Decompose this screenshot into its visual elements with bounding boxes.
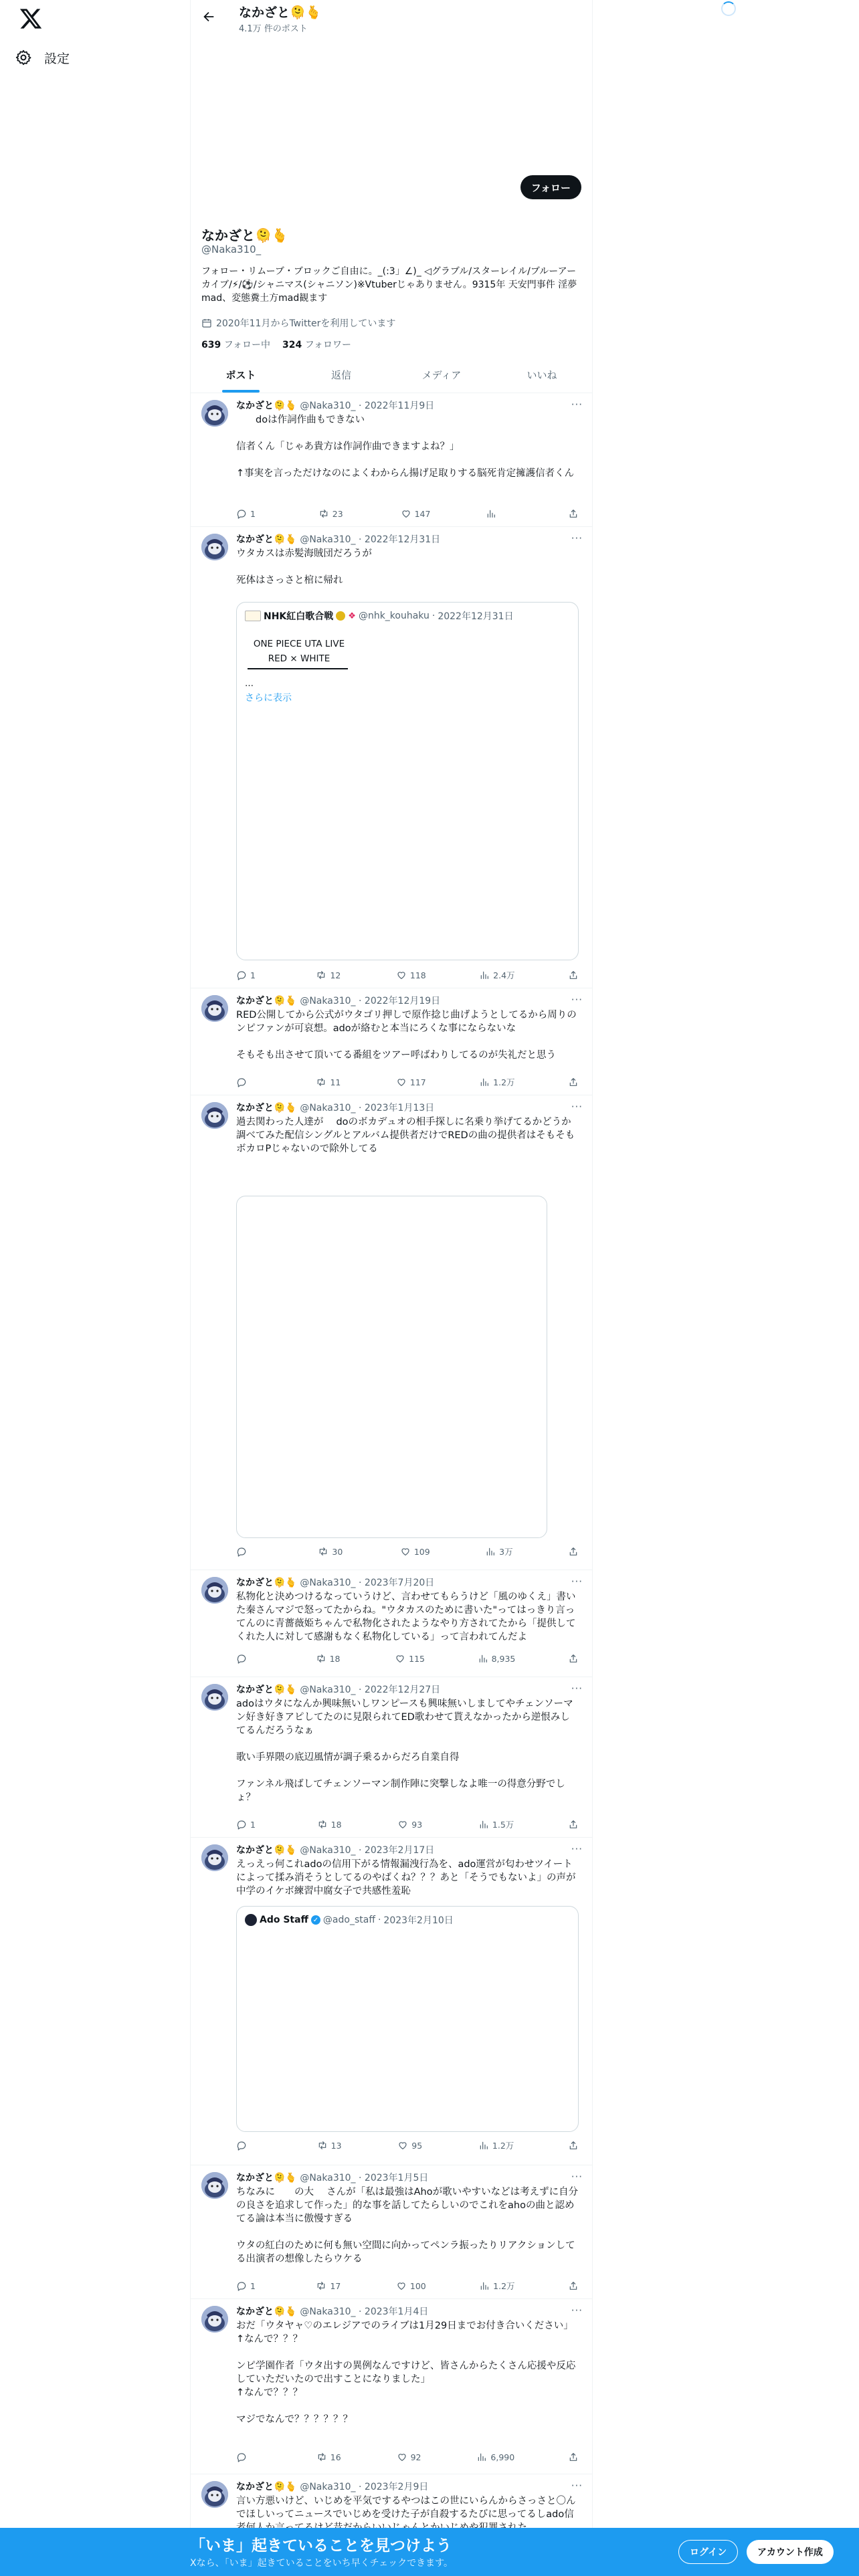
- tweet-header: なかざと🫠🫰 @Naka310_ · 2023年7月20日: [236, 1578, 435, 1588]
- share-icon: [568, 2140, 579, 2151]
- quote-tweet[interactable]: [236, 602, 579, 960]
- more-options-icon[interactable]: ···: [571, 2480, 583, 2492]
- retweet-icon: [316, 2452, 327, 2462]
- views-button[interactable]: [479, 968, 514, 982]
- x-logo-icon[interactable]: [19, 7, 43, 31]
- tab-replies[interactable]: 返信: [330, 369, 351, 381]
- profile-name: なかざと🫠🫰: [201, 227, 288, 243]
- tweet-date[interactable]: 2022年11月9日: [364, 401, 435, 411]
- views-button[interactable]: [479, 2279, 514, 2292]
- profile-tabs: [191, 357, 592, 393]
- header-post-count: 4.1万 件のポスト: [239, 24, 308, 34]
- retweet-count: 18: [329, 1653, 341, 1664]
- views-count: 1.2万: [492, 2141, 514, 2151]
- avatar-image-icon: [201, 1844, 228, 1871]
- avatar-image-icon: [201, 400, 228, 427]
- retweet-icon: [317, 2140, 328, 2151]
- tweet-header: なかざと🫠🫰 @Naka310_ · 2022年12月19日: [236, 996, 441, 1006]
- following-link[interactable]: [201, 338, 270, 351]
- tweet-author-handle[interactable]: @Naka310_: [300, 2482, 356, 2492]
- tweet-author-name[interactable]: なかざと🫠🫰: [236, 2306, 297, 2317]
- retweet-button[interactable]: [318, 507, 345, 520]
- tweet-text: 言い方悪いけど、いじめを平気でするやつはこの世にいらんからさっさと〇んでほしいってニュースでいじめを受けた子が自殺するたびに思ってるしado信: [236, 2496, 576, 2520]
- avatar[interactable]: [201, 1684, 228, 1711]
- tweet-author-name[interactable]: なかざと🫠🫰: [236, 401, 297, 411]
- like-count: 109: [413, 1546, 430, 1557]
- views-chart-icon: [485, 1546, 496, 1557]
- like-button[interactable]: [400, 1545, 430, 1558]
- views-chart-icon: [478, 1653, 488, 1664]
- retweet-count: 30: [332, 1546, 343, 1557]
- reply-button[interactable]: [236, 2139, 263, 2152]
- tweet-actions: [236, 2450, 579, 2464]
- tweet[interactable]: [191, 393, 592, 527]
- tweet-author-handle[interactable]: @Naka310_: [300, 1845, 356, 1856]
- retweet-icon: [318, 508, 329, 519]
- like-button[interactable]: [397, 1818, 424, 1831]
- profile-joined: [201, 316, 395, 330]
- tweet-image[interactable]: [236, 1196, 547, 1538]
- tweet-date[interactable]: 2022年12月27日: [364, 1685, 441, 1695]
- tweet-date[interactable]: 2023年7月20日: [364, 1578, 435, 1588]
- tweet-text: ウタカスは赤髪海賊団だろうが 死体はさっさと棺に帰れ: [236, 548, 372, 586]
- tweet-date[interactable]: 2022年12月19日: [364, 996, 441, 1006]
- tweet-author-name[interactable]: なかざと🫠🫰: [236, 1578, 297, 1588]
- heart-icon: [397, 2452, 407, 2462]
- share-icon: [568, 1653, 579, 1664]
- avatar-image-icon: [201, 2481, 228, 2508]
- retweet-icon: [316, 1077, 326, 1087]
- tweet-header: なかざと🫠🫰 @Naka310_ · 2022年12月27日: [236, 1685, 441, 1695]
- heart-icon: [395, 1653, 405, 1664]
- settings-link[interactable]: [15, 44, 70, 71]
- reply-button[interactable]: [236, 1075, 263, 1089]
- share-button[interactable]: [568, 968, 579, 982]
- reply-count: 1: [250, 970, 256, 980]
- signup-banner-title: 「いま」起きていることを見つけよう: [190, 2537, 452, 2555]
- like-count: 147: [414, 508, 431, 519]
- views-button[interactable]: [479, 1075, 514, 1089]
- tweet-text: 過去関わった人達が doのボカデュオの相手探しに名乗り挙げてるかどうか調べてみた配信シングルとアルバム提供者だけでREDの曲の提供者はそもそもボカロPじゃないので除外してる: [236, 1117, 575, 1154]
- tweet-actions: [236, 1652, 579, 1665]
- reply-icon: [236, 1819, 247, 1830]
- signup-banner-subtitle: Xなら、「いま」起きていることをいち早くチェックできます。: [190, 2558, 454, 2569]
- tweet-header: なかざと🫠🫰 @Naka310_ · 2023年1月4日: [236, 2306, 429, 2317]
- tweet-author-name[interactable]: なかざと🫠🫰: [236, 2173, 297, 2183]
- quote-tweet[interactable]: [236, 1906, 579, 2132]
- quote-author-name[interactable]: Ado Staff: [260, 1915, 308, 1925]
- heart-icon: [396, 970, 407, 980]
- tab-media[interactable]: メディア: [421, 369, 462, 381]
- tab-posts[interactable]: ポスト: [191, 357, 291, 393]
- share-icon: [568, 508, 579, 519]
- tweet-actions: [236, 2139, 579, 2152]
- avatar-image-icon: [201, 534, 228, 560]
- share-button[interactable]: [568, 1652, 579, 1665]
- retweet-button[interactable]: [316, 968, 343, 982]
- tweet-author-handle[interactable]: @Naka310_: [300, 2173, 356, 2183]
- reply-button[interactable]: [236, 968, 263, 982]
- more-options-icon[interactable]: ···: [571, 1101, 583, 1113]
- retweet-button[interactable]: [316, 1075, 343, 1089]
- tweet-text: おだ「ウタヤャ♡のエレジアでのライブは1月29日までお付き合いください」 ↑なんで？？？ ンピ学園作者「ウタ出すの異例なんですけど、皆さんからたくさん応援や反応していただいたので出すことになりました」 ↑なんで？？？ マジでなんで？？？？？？: [236, 2321, 576, 2425]
- quote-ellipsis: …: [245, 679, 254, 689]
- back-arrow-icon[interactable]: [201, 9, 216, 24]
- tweet[interactable]: [191, 1677, 592, 1838]
- avatar-image-icon: [201, 995, 228, 1022]
- share-icon: [568, 1077, 579, 1087]
- avatar[interactable]: [201, 400, 228, 427]
- avatar[interactable]: [201, 534, 228, 560]
- more-options-icon[interactable]: ···: [571, 1683, 583, 1695]
- quote-divider: [248, 668, 348, 669]
- views-count: 2.4万: [493, 970, 515, 980]
- retweet-button[interactable]: [316, 2450, 343, 2464]
- tweet-date[interactable]: 2022年12月31日: [364, 534, 441, 545]
- like-count: 115: [409, 1653, 425, 1664]
- loading-spinner-icon: [721, 1, 736, 16]
- quote-header: Ado Staff ✓ @ado_staff · 2023年2月10日: [245, 1913, 454, 1927]
- reply-icon: [236, 2140, 247, 2151]
- like-button[interactable]: [397, 2139, 424, 2152]
- views-chart-icon: [479, 2280, 490, 2291]
- views-button[interactable]: [485, 1545, 512, 1558]
- reply-button[interactable]: [236, 2450, 263, 2464]
- like-count: 100: [409, 2280, 426, 2291]
- tweet-author-handle[interactable]: @Naka310_: [300, 2306, 356, 2317]
- tweet-date[interactable]: 2023年1月5日: [364, 2173, 429, 2183]
- tweet[interactable]: [191, 988, 592, 1095]
- more-options-icon[interactable]: ···: [571, 994, 583, 1006]
- share-button[interactable]: [568, 2279, 579, 2292]
- gear-icon: [15, 49, 32, 66]
- heart-icon: [400, 1546, 411, 1557]
- avatar-image-icon: [201, 1102, 228, 1129]
- tweet-text: RED公開してから公式がウタゴリ押しで原作捻じ曲げようとしてるから周りのンピファンが可哀想。adoが絡むと本当にろくな事にならないな そもそも出させて頂いてる番組をツアー呼ばわりしてるのが失礼だと思う: [236, 1010, 577, 1061]
- reply-icon: [236, 2280, 247, 2291]
- reply-icon: [236, 1077, 247, 1087]
- show-more-link[interactable]: さらに表示: [245, 693, 292, 704]
- retweet-button[interactable]: [317, 2139, 344, 2152]
- like-button[interactable]: [401, 507, 431, 520]
- retweet-count: 23: [332, 508, 343, 519]
- quote-line-1: ONE PIECE UTA LIVE: [253, 639, 345, 649]
- share-icon: [568, 970, 579, 980]
- main-column: [190, 0, 593, 2576]
- reply-icon: [236, 508, 247, 519]
- followers-label: フォロワー: [304, 340, 351, 350]
- reply-button[interactable]: [236, 1818, 263, 1831]
- tweet-actions: [236, 1545, 579, 1558]
- quote-author-handle[interactable]: @nhk_kouhaku: [358, 611, 430, 621]
- retweet-icon: [316, 2280, 326, 2291]
- retweet-count: 12: [330, 970, 341, 980]
- more-options-icon[interactable]: ···: [571, 2171, 583, 2183]
- views-button[interactable]: [486, 507, 512, 520]
- share-button[interactable]: [568, 2450, 579, 2464]
- retweet-button[interactable]: [318, 1545, 345, 1558]
- signup-banner: [0, 2528, 859, 2576]
- retweet-count: 16: [330, 2452, 341, 2462]
- tweet-actions: [236, 1818, 579, 1831]
- retweet-icon: [317, 1819, 328, 1830]
- tweet-header: なかざと🫠🫰 @Naka310_ · 2022年11月9日: [236, 401, 435, 411]
- views-button[interactable]: [478, 2139, 514, 2152]
- avatar-image-icon: [201, 1684, 228, 1711]
- views-button[interactable]: [478, 1818, 514, 1831]
- quote-line-2: RED × WHITE: [268, 653, 330, 664]
- retweet-button[interactable]: [316, 1652, 343, 1665]
- more-options-icon[interactable]: ···: [571, 1843, 583, 1855]
- like-button[interactable]: [396, 968, 426, 982]
- tweet-author-name[interactable]: なかざと🫠🫰: [236, 996, 297, 1006]
- quote-header: NHK紅白歌合戦 ❖ @nhk_kouhaku · 2022年12月31日: [245, 609, 514, 623]
- avatar[interactable]: [201, 1844, 228, 1871]
- more-options-icon[interactable]: ···: [571, 1576, 583, 1588]
- quote-author-name[interactable]: NHK紅白歌合戦: [264, 611, 334, 622]
- views-chart-icon: [478, 1819, 489, 1830]
- followers-count: 324: [282, 340, 302, 350]
- views-count: 1.2万: [493, 1077, 515, 1087]
- tweet[interactable]: [191, 1095, 592, 1570]
- share-button[interactable]: [568, 1075, 579, 1089]
- retweet-icon: [316, 1653, 326, 1664]
- like-button[interactable]: [396, 2279, 426, 2292]
- profile-banner: [191, 35, 592, 169]
- share-button[interactable]: [568, 1818, 579, 1831]
- tweet-author-name[interactable]: なかざと🫠🫰: [236, 2482, 297, 2492]
- tweet-date[interactable]: 2023年2月17日: [364, 1845, 435, 1856]
- tweet[interactable]: [191, 527, 592, 988]
- tweet-header: なかざと🫠🫰 @Naka310_ · 2023年2月17日: [236, 1845, 435, 1856]
- tweet-date[interactable]: 2023年1月4日: [364, 2306, 429, 2317]
- tweet-actions: [236, 1075, 579, 1089]
- retweet-count: 11: [330, 1077, 341, 1087]
- share-icon: [568, 1819, 579, 1830]
- tweet-actions: [236, 2279, 579, 2292]
- retweet-count: 17: [330, 2280, 341, 2291]
- tweet-author-name[interactable]: なかざと🫠🫰: [236, 1685, 297, 1695]
- like-button[interactable]: [396, 1075, 426, 1089]
- views-chart-icon: [479, 1077, 490, 1087]
- heart-icon: [397, 2140, 408, 2151]
- verified-badge-icon: [336, 611, 345, 621]
- views-chart-icon: [486, 508, 496, 519]
- ado-avatar-icon: [245, 1914, 257, 1926]
- tweet-author-name[interactable]: なかざと🫠🫰: [236, 534, 297, 545]
- verified-badge-icon: ✓: [311, 1915, 320, 1925]
- profile-follow-stats: [201, 338, 351, 351]
- tweet-text: 私物化と決めつけるなっていうけど、言わせてもらうけど「風のゆくえ」書いた秦さんマジで怒ってたからね。"ウタカスのために書いた"ってはっきり言ってんのに青薔薇姫ちゃんで私物化されたようなやり方されてたから「提供してくれた人に対して感謝もなく私物化している」って言われてんだよ: [236, 1592, 576, 1642]
- tweet-author-handle[interactable]: @Naka310_: [300, 1103, 356, 1113]
- tweet-author-handle[interactable]: @Naka310_: [300, 996, 356, 1006]
- reply-count: 1: [250, 1819, 256, 1830]
- tweet[interactable]: [191, 2299, 592, 2474]
- views-count: 3万: [499, 1547, 513, 1557]
- tweet-header: なかざと🫠🫰 @Naka310_ · 2023年2月9日: [236, 2482, 429, 2492]
- avatar[interactable]: [201, 2306, 228, 2333]
- retweet-button[interactable]: [316, 2279, 343, 2292]
- tweet-text: doは作詞作曲もできない 信者くん「じゃあ貴方は作詞作曲できますよね？」 ↑事実を言っただけなのによくわからん揚げ足取りする脳死肯定擁護信者くん: [236, 415, 575, 479]
- avatar-image-icon: [201, 2306, 228, 2333]
- heart-icon: [396, 2280, 407, 2291]
- views-chart-icon: [478, 2140, 489, 2151]
- reply-icon: [236, 1546, 247, 1557]
- follow-button[interactable]: フォロー: [520, 175, 581, 199]
- tweet[interactable]: [191, 2165, 592, 2299]
- tweet-author-handle[interactable]: @Naka310_: [300, 534, 356, 545]
- tweet-text: えっえっ何これadoの信用下がる情報漏洩行為を、ado運営が匂わせツイートによって揉み消そうとしてるのやばくね？？？あと「そうでもないよ」の声が中学のイケボ練習中腐女子で共感性羞恥: [236, 1859, 576, 1897]
- share-icon: [568, 2452, 579, 2462]
- calendar-icon: [201, 318, 212, 328]
- avatar[interactable]: [201, 1577, 228, 1604]
- tweet-text: adoはウタになんか興味無いしワンピースも興味無いしましてやチェンソーマン好き好きアピしてたのに見限られてED歌わせて貰えなかったから逆恨みしてるんだろうなぁ 歌い手界隈の底辺風情が調子乗るからだろ自業自得 ファンネル飛ばしてチェンソーマン制作陣に突撃しなよ唯一の得意分野でしょ？: [236, 1699, 573, 1803]
- reply-icon: [236, 2452, 247, 2462]
- avatar[interactable]: [201, 1102, 228, 1129]
- heart-icon: [401, 508, 411, 519]
- views-count: 1.2万: [493, 2281, 515, 2291]
- retweet-count: 18: [330, 1819, 342, 1830]
- reply-count: 1: [250, 2280, 256, 2291]
- red-emblem-icon: ❖: [348, 611, 356, 621]
- retweet-icon: [318, 1546, 328, 1557]
- tweet-date[interactable]: 2023年2月9日: [364, 2482, 429, 2492]
- tweet-author-name[interactable]: なかざと🫠🫰: [236, 1103, 297, 1113]
- like-count: 118: [409, 970, 426, 980]
- tweet-author-handle[interactable]: @Naka310_: [300, 401, 356, 411]
- share-icon: [568, 1546, 579, 1557]
- quote-date: 2022年12月31日: [438, 611, 514, 622]
- header-name: なかざと🫠🫰: [239, 5, 322, 20]
- avatar-image-icon: [201, 2172, 228, 2199]
- views-button[interactable]: [478, 1652, 516, 1665]
- share-button[interactable]: [568, 1545, 579, 1558]
- create-account-button[interactable]: アカウント作成: [747, 2540, 834, 2564]
- avatar[interactable]: [201, 2481, 228, 2508]
- avatar-image-icon: [201, 1577, 228, 1604]
- reply-button[interactable]: [236, 1652, 263, 1665]
- tweet-author-name[interactable]: なかざと🫠🫰: [236, 1845, 297, 1856]
- like-count: 92: [410, 2452, 421, 2462]
- retweet-count: 13: [330, 2140, 342, 2151]
- avatar[interactable]: [201, 2172, 228, 2199]
- views-count: 1.5万: [492, 1820, 514, 1830]
- tweet-author-handle[interactable]: @Naka310_: [300, 1685, 356, 1695]
- more-options-icon[interactable]: ···: [571, 2304, 583, 2317]
- tweet[interactable]: [191, 1570, 592, 1677]
- quote-date: 2023年2月10日: [383, 1915, 454, 1926]
- nhk-logo-icon: [245, 611, 261, 621]
- like-button[interactable]: [397, 2450, 423, 2464]
- login-button[interactable]: ログイン: [678, 2540, 738, 2564]
- left-sidebar: [0, 0, 190, 2576]
- tweet-author-handle[interactable]: @Naka310_: [300, 1578, 356, 1588]
- tweet-header: なかざと🫠🫰 @Naka310_ · 2023年1月5日: [236, 2173, 429, 2183]
- share-icon: [568, 2280, 579, 2291]
- like-count: 95: [411, 2140, 423, 2151]
- settings-label: 設定: [44, 51, 70, 66]
- joined-text: 2020年11月からTwitterを利用しています: [216, 318, 396, 329]
- share-button[interactable]: [568, 2139, 579, 2152]
- tweet-header: なかざと🫠🫰 @Naka310_ · 2023年1月13日: [236, 1103, 435, 1113]
- followers-link[interactable]: [282, 338, 351, 351]
- retweet-button[interactable]: [317, 1818, 344, 1831]
- quote-author-handle[interactable]: @ado_staff: [322, 1915, 375, 1925]
- share-button[interactable]: [568, 507, 579, 520]
- tweet-actions: [236, 507, 579, 520]
- tweet-header: なかざと🫠🫰 @Naka310_ · 2022年12月31日: [236, 534, 441, 545]
- views-count: 8,935: [491, 1653, 516, 1664]
- views-chart-icon: [476, 2452, 487, 2462]
- more-options-icon[interactable]: ···: [571, 399, 583, 411]
- heart-icon: [396, 1077, 407, 1087]
- tweet[interactable]: [191, 1838, 592, 2165]
- like-count: 93: [411, 1819, 423, 1830]
- profile-handle: @Naka310_: [201, 243, 262, 255]
- reply-icon: [236, 1653, 247, 1664]
- following-count: 639: [201, 340, 221, 350]
- tweet-date[interactable]: 2023年1月13日: [364, 1103, 435, 1113]
- views-chart-icon: [479, 970, 490, 980]
- reply-button[interactable]: [236, 1545, 263, 1558]
- tweet-text: ちなみに の大 さんが「私は最強はAhoが歌いやすいなどは考えずに自分の良さを追求して作った」的な事を話してたらしいのでこれをahoの曲と認めてる論は本当に傲慢すぎる ウタの紅白のために何も無い空間に向かってペンラ振ったりリアクションしてる出演者の想像したらウケる: [236, 2187, 579, 2264]
- more-options-icon[interactable]: ···: [571, 532, 583, 544]
- profile-header: [191, 0, 592, 35]
- profile-bio: フォロー・リムーブ・ブロックご自由に。_(:3」∠)_ ◁グラブル/スターレイル/ブルーアーカイブ/⚡/⚽/シャニマス(シャニソン)※Vtuberじゃありません。9315年 天安門事件 淫夢mad、変態糞土方mad観ます: [201, 266, 577, 304]
- reply-count: 1: [250, 508, 256, 519]
- like-count: 117: [409, 1077, 426, 1087]
- avatar[interactable]: [201, 995, 228, 1022]
- reply-button[interactable]: [236, 507, 263, 520]
- like-button[interactable]: [395, 1652, 425, 1665]
- tweet-actions: [236, 968, 579, 982]
- following-label: フォロー中: [223, 340, 270, 350]
- reply-icon: [236, 970, 247, 980]
- reply-button[interactable]: [236, 2279, 263, 2292]
- views-button[interactable]: [476, 2450, 514, 2464]
- heart-icon: [397, 1819, 408, 1830]
- retweet-icon: [316, 970, 326, 980]
- views-count: 6,990: [490, 2452, 515, 2462]
- tab-likes[interactable]: いいね: [527, 369, 557, 381]
